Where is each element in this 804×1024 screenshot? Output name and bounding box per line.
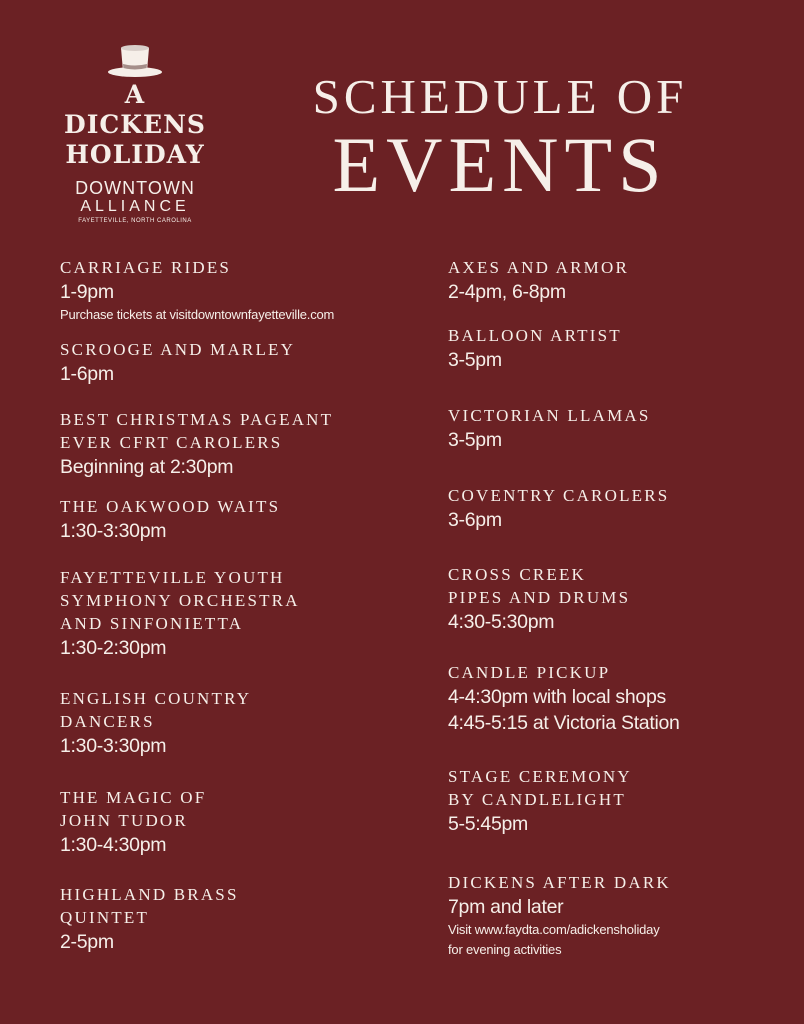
event-title: FAYETTEVILLE YOUTH bbox=[60, 568, 285, 587]
event-time: 3-5pm bbox=[448, 429, 502, 451]
event-carriage-rides bbox=[60, 256, 430, 325]
event-cross-creek-pipes bbox=[448, 563, 778, 635]
event-note: Visit www.faydta.com/adickensholiday bbox=[448, 922, 660, 937]
event-english-country-dancers bbox=[60, 687, 430, 759]
event-time: 1-9pm bbox=[60, 281, 114, 303]
event-time: 5-5:45pm bbox=[448, 813, 528, 835]
event-axes-and-armor bbox=[448, 256, 778, 305]
event-time: 2-4pm, 6-8pm bbox=[448, 281, 566, 303]
event-title: AXES AND ARMOR bbox=[448, 258, 629, 277]
logo-wordmark-line2: HOLIDAY bbox=[65, 140, 205, 169]
event-time: 1:30-4:30pm bbox=[60, 834, 167, 856]
event-title: CROSS CREEK bbox=[448, 565, 587, 584]
event-title: PIPES AND DRUMS bbox=[448, 588, 631, 607]
event-title: COVENTRY CAROLERS bbox=[448, 486, 670, 505]
event-stage-ceremony bbox=[448, 765, 778, 837]
event-highland-brass bbox=[60, 883, 430, 955]
event-candle-pickup bbox=[448, 661, 778, 736]
event-title: BY CANDLELIGHT bbox=[448, 790, 626, 809]
event-time: 1:30-3:30pm bbox=[60, 735, 167, 757]
top-hat-icon bbox=[106, 42, 164, 78]
event-time: 2-5pm bbox=[60, 931, 114, 953]
event-title: EVER CFRT CAROLERS bbox=[60, 433, 283, 452]
logo-wordmark-line1: A DICKENS bbox=[64, 80, 206, 139]
event-dickens-after-dark bbox=[448, 871, 778, 960]
org-name-line1: DOWNTOWN bbox=[75, 178, 195, 198]
event-time: 4-4:30pm with local shops bbox=[448, 686, 666, 708]
event-balloon-artist bbox=[448, 324, 778, 373]
event-title: BEST CHRISTMAS PAGEANT bbox=[60, 410, 334, 429]
event-title: SYMPHONY ORCHESTRA bbox=[60, 591, 300, 610]
event-christmas-pageant bbox=[60, 408, 430, 480]
event-note: Purchase tickets at visitdowntownfayetteville.com bbox=[60, 307, 335, 322]
org-name-line2: ALLIANCE bbox=[80, 198, 190, 215]
title-line1: SCHEDULE OF bbox=[312, 69, 688, 124]
title-line2: EVENTS bbox=[332, 121, 668, 208]
event-title: HIGHLAND BRASS bbox=[60, 885, 239, 904]
event-time: 3-6pm bbox=[448, 509, 502, 531]
event-coventry-carolers bbox=[448, 484, 778, 533]
event-time: 1:30-3:30pm bbox=[60, 520, 167, 542]
event-scrooge-and-marley bbox=[60, 338, 430, 387]
event-oakwood-waits bbox=[60, 495, 430, 544]
event-time: 4:30-5:30pm bbox=[448, 611, 555, 633]
event-time: 1-6pm bbox=[60, 363, 114, 385]
event-title: AND SINFONIETTA bbox=[60, 614, 244, 633]
event-logo bbox=[62, 42, 208, 224]
event-title: BALLOON ARTIST bbox=[448, 326, 622, 345]
event-note: for evening activities bbox=[448, 942, 562, 957]
event-title: DICKENS AFTER DARK bbox=[448, 873, 671, 892]
event-title: SCROOGE AND MARLEY bbox=[60, 340, 296, 359]
event-time: 3-5pm bbox=[448, 349, 502, 371]
event-time: Beginning at 2:30pm bbox=[60, 456, 234, 478]
event-youth-symphony bbox=[60, 566, 430, 661]
event-magic-john-tudor bbox=[60, 786, 430, 858]
event-title: ENGLISH COUNTRY bbox=[60, 689, 252, 708]
event-time: 4:45-5:15 at Victoria Station bbox=[448, 712, 680, 734]
event-title: THE MAGIC OF bbox=[60, 788, 207, 807]
event-title: VICTORIAN LLAMAS bbox=[448, 406, 651, 425]
event-victorian-llamas bbox=[448, 404, 778, 453]
event-title: DANCERS bbox=[60, 712, 155, 731]
event-title: JOHN TUDOR bbox=[60, 811, 188, 830]
page-title bbox=[262, 70, 738, 206]
event-time: 1:30-2:30pm bbox=[60, 637, 167, 659]
event-time: 7pm and later bbox=[448, 896, 564, 918]
event-title: CARRIAGE RIDES bbox=[60, 258, 232, 277]
event-title: CANDLE PICKUP bbox=[448, 663, 611, 682]
org-location: FAYETTEVILLE, NORTH CAROLINA bbox=[78, 218, 192, 224]
event-title: THE OAKWOOD WAITS bbox=[60, 497, 281, 516]
event-title: STAGE CEREMONY bbox=[448, 767, 632, 786]
event-title: QUINTET bbox=[60, 908, 150, 927]
